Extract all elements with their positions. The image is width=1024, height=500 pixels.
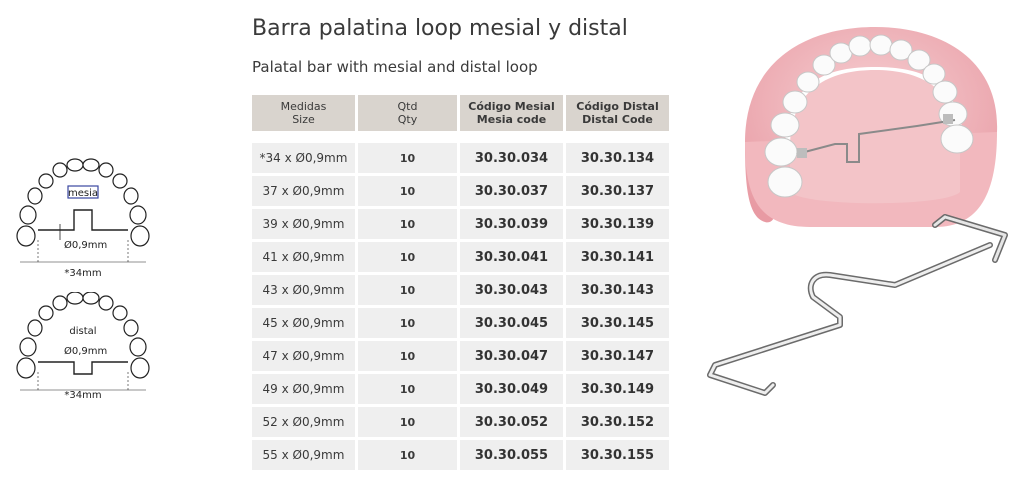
- size-cell: 55 x Ø0,9mm: [252, 437, 355, 470]
- size-cell: 37 x Ø0,9mm: [252, 173, 355, 206]
- mesial-label: mesia: [67, 188, 99, 199]
- header-qty: Qtd Qty: [358, 95, 457, 131]
- qty-cell: 10: [358, 239, 457, 272]
- size-cell: 49 x Ø0,9mm: [252, 371, 355, 404]
- mesial-code-cell: 30.30.047: [460, 338, 563, 371]
- mesial-code-cell: 30.30.041: [460, 239, 563, 272]
- table-row: [252, 305, 669, 338]
- mesial-code-cell: 30.30.039: [460, 206, 563, 239]
- size-cell: *34 x Ø0,9mm: [252, 131, 355, 173]
- dental-arch-model-image: [735, 22, 1005, 232]
- size-cell: 45 x Ø0,9mm: [252, 305, 355, 338]
- product-table: [249, 95, 672, 470]
- mesial-code-cell: 30.30.043: [460, 272, 563, 305]
- mesial-code-cell: 30.30.055: [460, 437, 563, 470]
- distal-label: distal: [69, 326, 97, 337]
- distal-code-cell: 30.30.155: [566, 437, 669, 470]
- header-mesial-code: Código Mesial Mesia code: [460, 95, 563, 131]
- distal-loop-diagram: [8, 292, 158, 402]
- size-cell: 39 x Ø0,9mm: [252, 206, 355, 239]
- qty-cell: 10: [358, 131, 457, 173]
- table-row: [252, 173, 669, 206]
- header-size: Medidas Size: [252, 95, 355, 131]
- teeth-arch-icon: [17, 159, 149, 246]
- size-cell: 43 x Ø0,9mm: [252, 272, 355, 305]
- table-row: [252, 206, 669, 239]
- qty-cell: 10: [358, 404, 457, 437]
- mesial-diameter-label: Ø0,9mm: [64, 240, 108, 251]
- table-row: [252, 404, 669, 437]
- qty-cell: 10: [358, 305, 457, 338]
- table-row: [252, 338, 669, 371]
- qty-cell: 10: [358, 437, 457, 470]
- distal-code-cell: 30.30.137: [566, 173, 669, 206]
- mesial-length-label: *34mm: [64, 268, 102, 279]
- size-cell: 47 x Ø0,9mm: [252, 338, 355, 371]
- size-cell: 52 x Ø0,9mm: [252, 404, 355, 437]
- distal-code-cell: 30.30.141: [566, 239, 669, 272]
- distal-code-cell: 30.30.152: [566, 404, 669, 437]
- table-header-row: [252, 95, 669, 131]
- mesial-code-cell: 30.30.052: [460, 404, 563, 437]
- page-subtitle: Palatal bar with mesial and distal loop: [252, 58, 538, 76]
- qty-cell: 10: [358, 173, 457, 206]
- qty-cell: 10: [358, 206, 457, 239]
- qty-cell: 10: [358, 338, 457, 371]
- mesial-code-cell: 30.30.034: [460, 131, 563, 173]
- table-row: [252, 272, 669, 305]
- table-row: [252, 371, 669, 404]
- distal-code-cell: 30.30.134: [566, 131, 669, 173]
- qty-cell: 10: [358, 272, 457, 305]
- distal-code-cell: 30.30.145: [566, 305, 669, 338]
- mesial-code-cell: 30.30.045: [460, 305, 563, 338]
- distal-code-cell: 30.30.143: [566, 272, 669, 305]
- table-row: [252, 239, 669, 272]
- palatal-bar-wire-image: [695, 205, 1020, 405]
- distal-code-cell: 30.30.139: [566, 206, 669, 239]
- mesial-loop-diagram: [8, 158, 158, 280]
- distal-code-cell: 30.30.147: [566, 338, 669, 371]
- mesial-code-cell: 30.30.049: [460, 371, 563, 404]
- header-distal-code: Código Distal Distal Code: [566, 95, 669, 131]
- table-row: [252, 131, 669, 173]
- distal-code-cell: 30.30.149: [566, 371, 669, 404]
- distal-diameter-label: Ø0,9mm: [64, 346, 108, 357]
- size-cell: 41 x Ø0,9mm: [252, 239, 355, 272]
- mesial-code-cell: 30.30.037: [460, 173, 563, 206]
- page-title: Barra palatina loop mesial y distal: [252, 16, 628, 41]
- table-row: [252, 437, 669, 470]
- qty-cell: 10: [358, 371, 457, 404]
- distal-length-label: *34mm: [64, 390, 102, 401]
